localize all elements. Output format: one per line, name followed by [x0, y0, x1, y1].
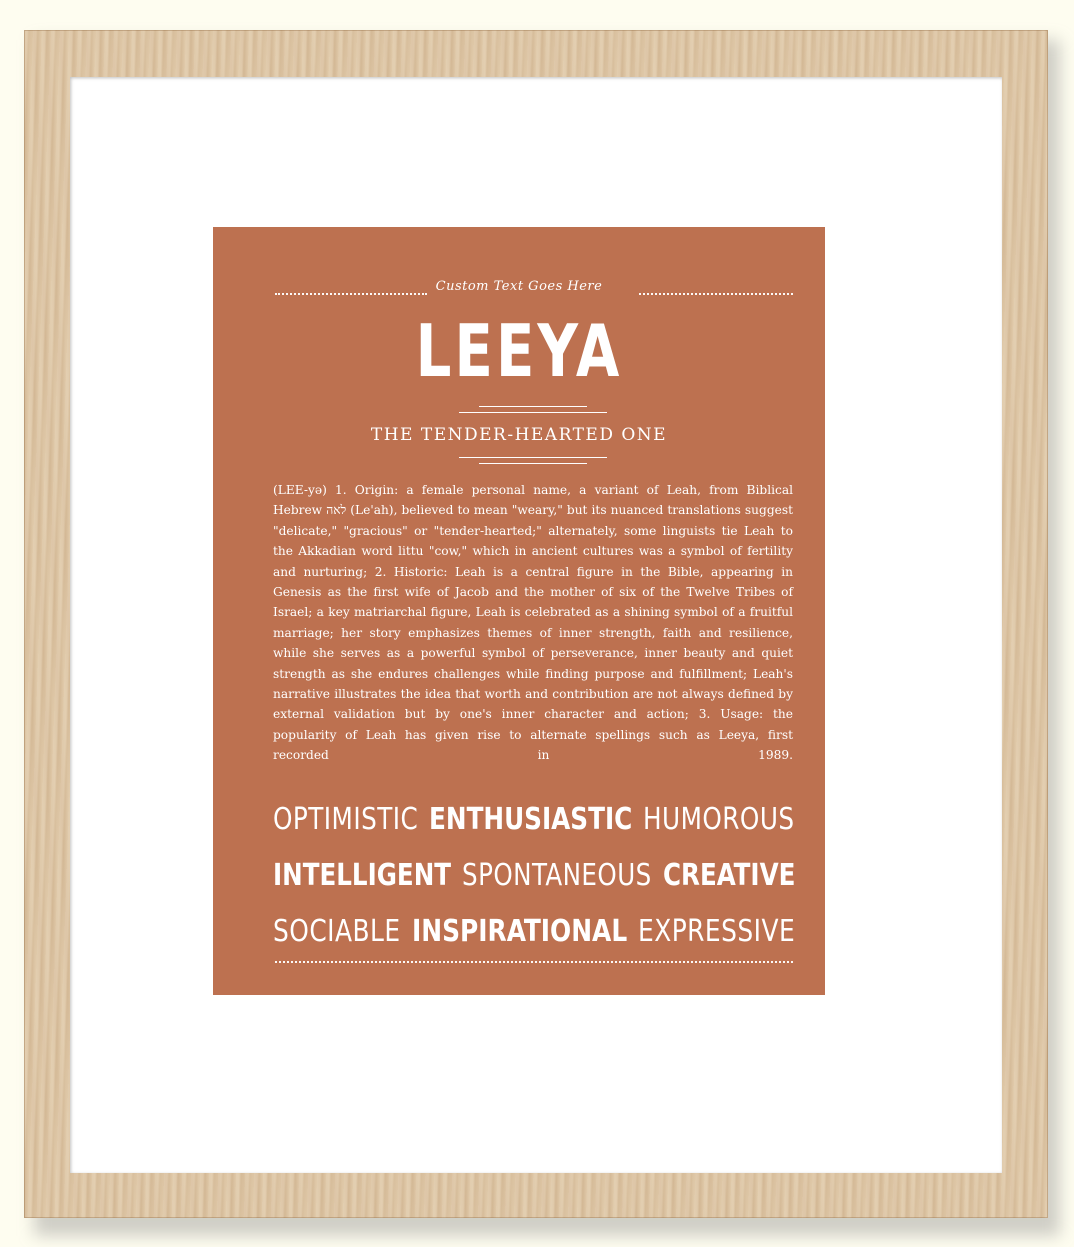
trait-word: INTELLIGENT	[273, 858, 452, 893]
rule-upper-short	[479, 406, 587, 407]
rule-upper-long	[459, 412, 607, 413]
trait-word: SOCIABLE	[273, 914, 401, 949]
rule-lower-long	[459, 457, 607, 458]
trait-word: HUMOROUS	[643, 802, 795, 837]
name-meaning: THE TENDER-HEARTED ONE	[370, 425, 668, 445]
name-definition	[273, 480, 793, 766]
name-title: LEEYA	[415, 309, 623, 393]
trait-word: OPTIMISTIC	[273, 802, 419, 837]
trait-word: INSPIRATIONAL	[411, 914, 627, 949]
definition-text: (LEE-yə) 1. Origin: a female personal name, a variant of Leah, from Biblical Hebrew לאה (Le'ah), believed to mean "weary," but its nuanced translations suggest "delicate," "gracious" or "tender-hearted;" alternately, some linguists tie Leah to the Akkadian word littu "cow," which in ancient cultures was a symbol of fertility and nurturing; 2. Historic: Leah is a central figure in the Bible, appearing in Genesis as the first wife of Jacob and the mother of six of the Twelve Tribes of Israel; a key matriarchal figure, Leah is celebrated as a shining symbol of a fruitful marriage; her story emphasizes themes of inner strength, faith and resilience, while she serves as a powerful symbol of perseverance, inner beauty and quiet strength as she endures challenges while finding purpose and fulfillment; Leah's narrative illustrates the idea that worth and contribution are not always defined by external validation but by one's inner character and action; 3. Usage: the popularity of Leah has given rise to alternate spellings such as Leeya, first recorded in 1989.	[273, 483, 793, 763]
trait-word: CREATIVE	[662, 858, 795, 893]
custom-text: Custom Text Goes Here	[435, 279, 603, 294]
trait-word: ENTHUSIASTIC	[429, 802, 633, 837]
name-print	[213, 227, 825, 995]
dotted-divider-bottom	[275, 961, 793, 963]
trait-word: SPONTANEOUS	[461, 858, 652, 893]
rule-lower-short	[479, 463, 587, 464]
trait-word: EXPRESSIVE	[637, 914, 795, 949]
